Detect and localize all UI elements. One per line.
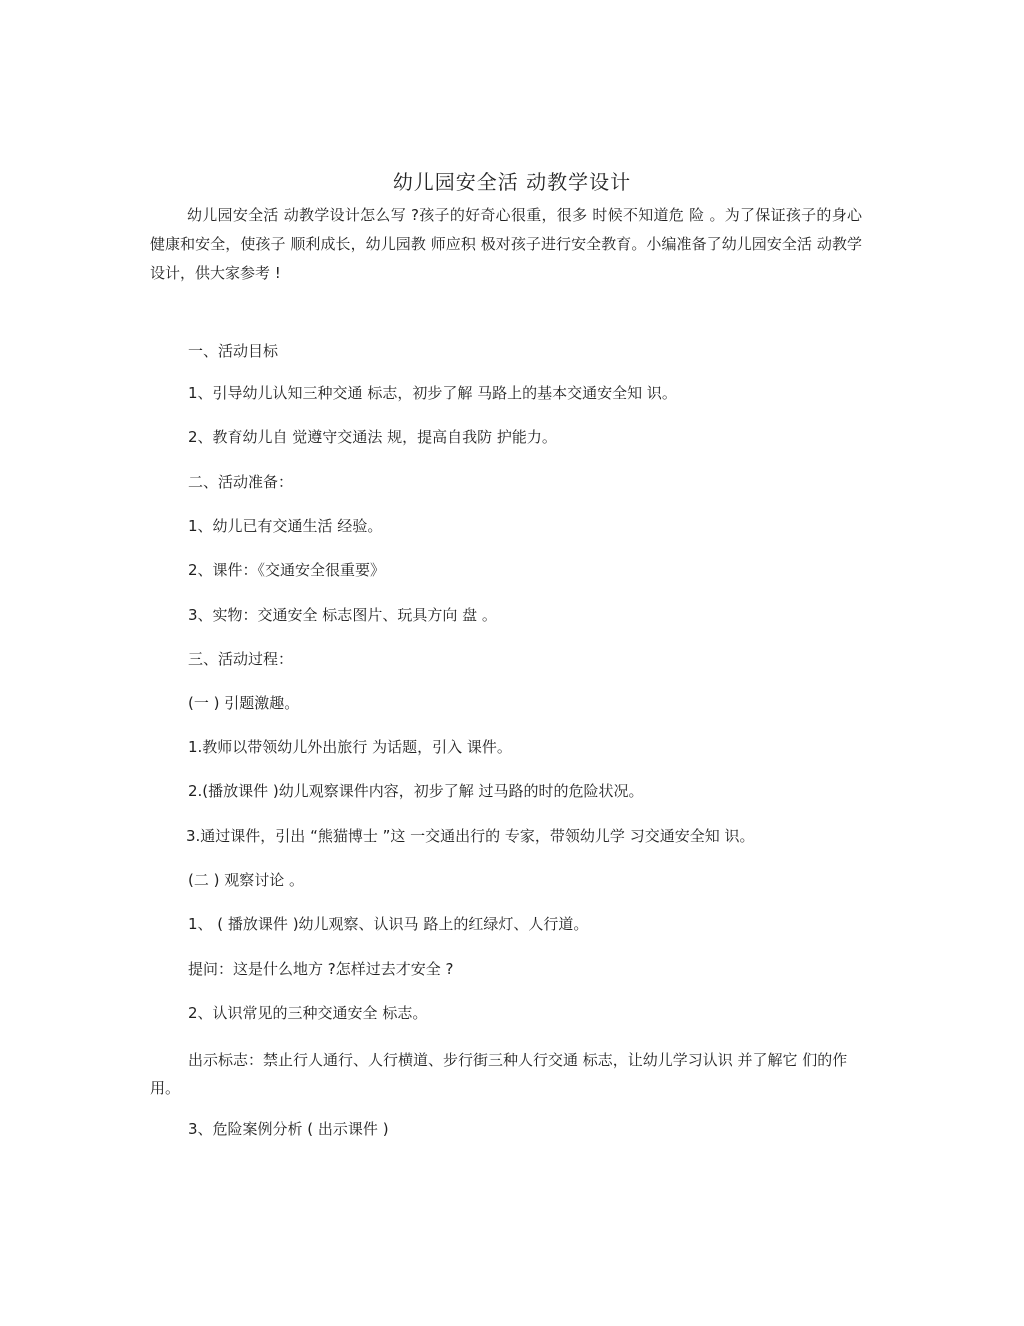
discussion-question: 提问：这是什么地方 ?怎样过去才安全 ? [188, 960, 454, 978]
discussion-item-3: 3、危险案例分析 ( 出示课件 ) [188, 1120, 389, 1138]
intro-paragraph: 幼儿园安全活 动教学设计怎么写 ?孩子的好奇心很重，很多 时候不知道危 险 。为了保证孩子的身心健康和安全，使孩子 顺利成长，幼儿园教 师应积 极对孩子进行安全教育。小编准备了幼儿园安全活 动教学设计，供大家参考 ! [150, 206, 862, 282]
section-heading-preparation: 二、活动准备： [188, 473, 294, 491]
discussion-item-1: 1、 ( 播放课件 )幼儿观察、认识马 路上的红绿灯、人行道。 [188, 915, 589, 933]
goal-item-2: 2、教育幼儿自 觉遵守交通法 规，提高自我防 护能力。 [188, 428, 557, 446]
process-subheading-2: (二 ) 观察讨论 。 [188, 871, 305, 889]
preparation-item-3: 3、实物：交通安全 标志图片、玩具方向 盘 。 [188, 606, 497, 624]
goal-item-1: 1、引导幼儿认知三种交通 标志，初步了解 马路上的基本交通安全知 识。 [188, 384, 677, 402]
discussion-item-2: 2、认识常见的三种交通安全 标志。 [188, 1004, 428, 1022]
process-step-2: 2.(播放课件 )幼儿观察课件内容，初步了解 过马路的时的危险状况。 [188, 782, 644, 800]
process-subheading-1: (一 ) 引题激趣。 [188, 694, 300, 712]
document-title: 幼儿园安全活 动教学设计 [392, 170, 632, 194]
process-step-3: 3.通过课件，引出 “熊猫博士 ”这 一交通出行的 专家，带领幼儿学 习交通安全知 识。 [186, 827, 755, 845]
section-heading-process: 三、活动过程： [188, 650, 294, 668]
process-step-1: 1.教师以带领幼儿外出旅行 为话题，引入 课件。 [188, 738, 512, 756]
section-heading-goals: 一、活动目标 [188, 342, 279, 360]
sign-paragraph: 出示标志：禁止行人通行、人行横道、步行街三种人行交通 标志，让幼儿学习认识 并了解它 们的作用。 [150, 1051, 848, 1097]
preparation-item-1: 1、幼儿已有交通生活 经验。 [188, 517, 383, 535]
preparation-item-2: 2、课件：《交通安全很重要》 [188, 561, 386, 579]
